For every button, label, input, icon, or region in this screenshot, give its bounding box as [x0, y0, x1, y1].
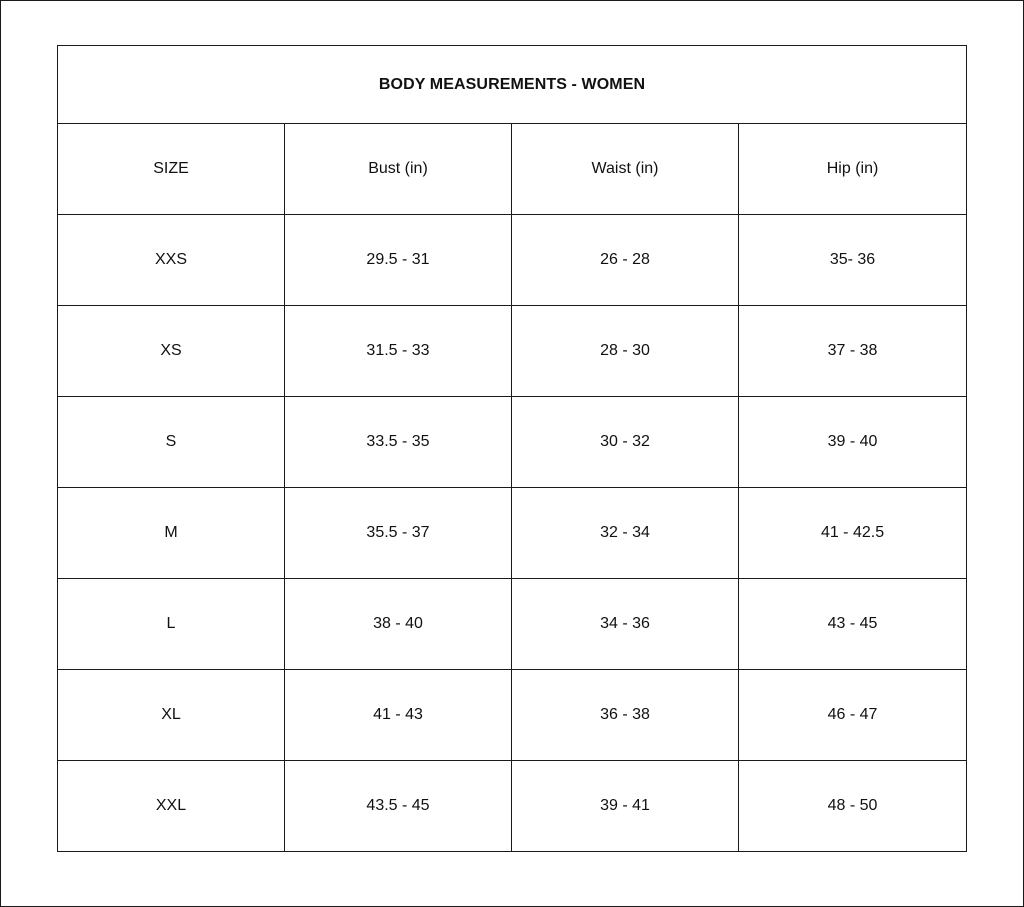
cell-bust: 41 - 43 [285, 670, 512, 761]
header-waist: Waist (in) [512, 124, 739, 215]
cell-waist: 32 - 34 [512, 488, 739, 579]
table-row [58, 215, 967, 306]
cell-bust: 31.5 - 33 [285, 306, 512, 397]
cell-bust: 33.5 - 35 [285, 397, 512, 488]
cell-size: XXS [58, 215, 285, 306]
table-row [58, 670, 967, 761]
cell-waist: 30 - 32 [512, 397, 739, 488]
table-row [58, 761, 967, 852]
cell-size: M [58, 488, 285, 579]
cell-size: XXL [58, 761, 285, 852]
cell-bust: 38 - 40 [285, 579, 512, 670]
table-row [58, 397, 967, 488]
body-measurements-table [57, 45, 967, 852]
header-bust: Bust (in) [285, 124, 512, 215]
cell-hip: 37 - 38 [739, 306, 967, 397]
cell-waist: 39 - 41 [512, 761, 739, 852]
cell-bust: 43.5 - 45 [285, 761, 512, 852]
table-row [58, 579, 967, 670]
table-header-row [58, 124, 967, 215]
table-row [58, 306, 967, 397]
table-row [58, 488, 967, 579]
cell-size: S [58, 397, 285, 488]
cell-hip: 35- 36 [739, 215, 967, 306]
cell-bust: 29.5 - 31 [285, 215, 512, 306]
cell-size: XS [58, 306, 285, 397]
header-size: SIZE [58, 124, 285, 215]
cell-size: L [58, 579, 285, 670]
cell-hip: 43 - 45 [739, 579, 967, 670]
cell-waist: 36 - 38 [512, 670, 739, 761]
cell-size: XL [58, 670, 285, 761]
cell-waist: 34 - 36 [512, 579, 739, 670]
cell-hip: 48 - 50 [739, 761, 967, 852]
cell-hip: 46 - 47 [739, 670, 967, 761]
cell-waist: 26 - 28 [512, 215, 739, 306]
cell-bust: 35.5 - 37 [285, 488, 512, 579]
table-title-row [58, 46, 967, 124]
cell-hip: 39 - 40 [739, 397, 967, 488]
cell-waist: 28 - 30 [512, 306, 739, 397]
header-hip: Hip (in) [739, 124, 967, 215]
cell-hip: 41 - 42.5 [739, 488, 967, 579]
table-title: BODY MEASUREMENTS - WOMEN [58, 46, 967, 124]
